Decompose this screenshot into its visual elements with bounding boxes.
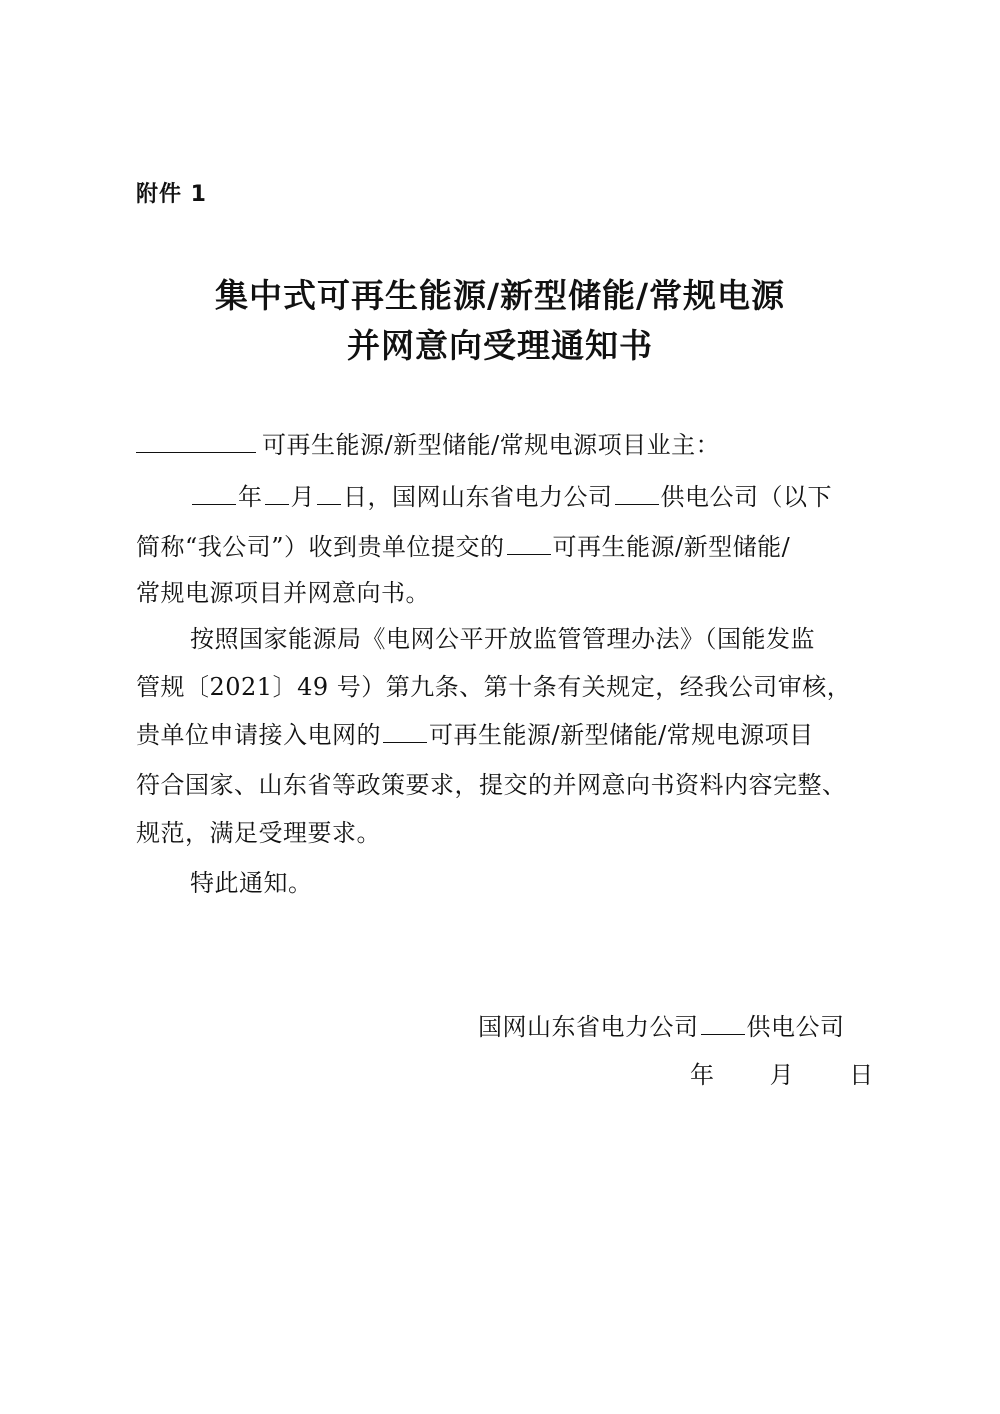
year-label: 年 <box>238 483 263 511</box>
paragraph-1-line-1 <box>190 482 832 512</box>
document-title-line-1: 集中式可再生能源/新型储能/常规电源 <box>214 276 786 315</box>
p1-line1-end-text: 供电公司（以下 <box>660 483 832 511</box>
p1-line2-end-text: 可再生能源/新型储能/ <box>552 533 791 561</box>
signature-org-start: 国网山东省电力公司 <box>478 1013 699 1041</box>
salutation-text: 可再生能源/新型储能/常规电源项目业主： <box>262 431 721 459</box>
paragraph-2-line-1: 按照国家能源局《电网公平开放监管管理办法》（国能发监 <box>190 625 815 653</box>
paragraph-2-line-2: 管规〔2021〕49 号）第九条、第十条有关规定，经我公司审核， <box>136 673 852 701</box>
blank-month <box>265 482 289 505</box>
signature-date: 年 月 日 <box>690 1061 898 1089</box>
blank-signature-branch <box>701 1012 745 1035</box>
p2-line3-end-text: 可再生能源/新型储能/常规电源项目 <box>429 721 814 749</box>
day-company-text: 日，国网山东省电力公司 <box>343 483 613 511</box>
attachment-label: 附件 1 <box>136 182 207 207</box>
signature-org-end: 供电公司 <box>746 1013 845 1041</box>
document-title-line-2: 并网意向受理通知书 <box>347 326 653 365</box>
salutation-line <box>136 430 720 460</box>
blank-year <box>192 482 236 505</box>
blank-project-owner <box>136 430 256 453</box>
closing-text: 特此通知。 <box>190 869 313 897</box>
month-label: 月 <box>290 483 315 511</box>
p1-line2-start-text: 简称“我公司”）收到贵单位提交的 <box>136 533 505 561</box>
p2-line3-start-text: 贵单位申请接入电网的 <box>136 721 381 749</box>
paragraph-2-line-3 <box>136 720 814 750</box>
paragraph-1-line-2 <box>136 532 790 562</box>
signature-organization <box>478 1012 845 1042</box>
blank-project-name-2 <box>383 720 427 743</box>
paragraph-2-line-5: 规范，满足受理要求。 <box>136 819 381 847</box>
blank-day <box>317 482 341 505</box>
paragraph-2-line-4: 符合国家、山东省等政策要求，提交的并网意向书资料内容完整、 <box>136 771 847 799</box>
blank-branch <box>615 482 659 505</box>
paragraph-1-line-3: 常规电源项目并网意向书。 <box>136 579 430 607</box>
blank-project-name <box>507 532 551 555</box>
